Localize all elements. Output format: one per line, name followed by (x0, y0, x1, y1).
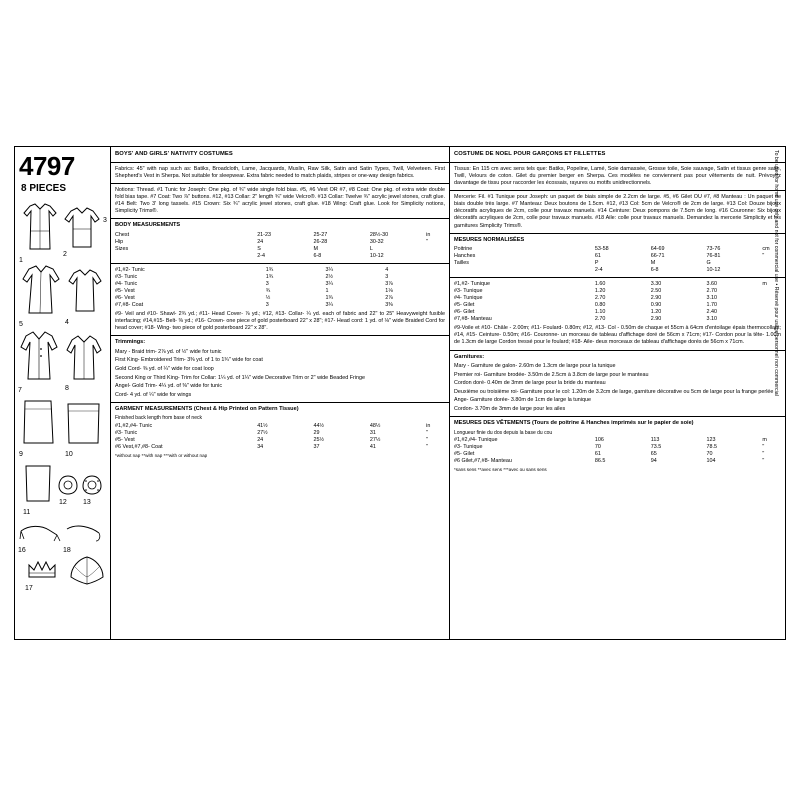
row-label: #1,#2- Tunique (454, 281, 490, 288)
english-trim-item: First King- Embroidered Trim- 3⅜ yd. of 1 to 1¾" wide for coat (115, 357, 263, 364)
cell: 3¼ (325, 280, 333, 287)
cell: 1.20 (594, 288, 606, 295)
table-row (454, 302, 781, 309)
figure-3-tunic (21, 263, 61, 319)
cell: 2½ (325, 273, 333, 280)
cell: 3.60 (706, 281, 718, 288)
cell: 30-32 (369, 238, 384, 245)
cell: 2-4 (257, 252, 265, 259)
cell: 86.5 (594, 458, 606, 465)
table-row (115, 267, 445, 274)
figure-4-tunic (67, 267, 103, 317)
table-row (115, 281, 445, 288)
english-yardage-table (115, 267, 445, 309)
row-label: #5- Vest (115, 436, 135, 443)
figure-number: 11 (23, 509, 31, 516)
english-extras: #9- Veil and #10- Shawl- 2¾ yd.; #11- Head Cover- ⅞ yd.; #12, #13- Collar- ¼ yd. each of fabric and 22" to 25" Heavyweight fusible interfacing; #14,#15- Belt- ⅜ yd.; #16- Crown- one piece of gold posterboard 22" x 28"; #17- Head cord: 1 yd. of ⅛" wide Braided Cord for head cover; #18- Wing- two piece of gold posterboard 22" x 28". (115, 310, 445, 332)
figure-15-belt (65, 519, 107, 547)
cell: 21-23 (257, 231, 271, 238)
divider (111, 402, 449, 403)
figure-number: 2 (63, 251, 67, 258)
table-row (454, 267, 781, 274)
french-trim-item: Deuxième ou troisième roi- Garniture pour le col: 1.20m de 3.2cm de large, garniture décorative ou 5cm de large pour la frange perlée (454, 388, 774, 395)
divider (450, 416, 785, 417)
cell: 70 (594, 444, 601, 451)
figure-number: 3 (103, 217, 107, 224)
table-row (454, 295, 781, 302)
cell: 2⅞ (385, 294, 393, 301)
cell: 1⅛ (385, 287, 393, 294)
cell: 0.90 (650, 302, 662, 309)
figure-1-tunic (21, 201, 59, 255)
row-label: #6- Gilet (454, 309, 475, 316)
cell: 3 (265, 280, 269, 287)
unit: m (762, 281, 767, 288)
english-fabrics: Fabrics: 45" with nap such as: Batiks, Broadcloth, Lame, Jacquards, Muslin, Raw Silk, Satin and Satin Types, Twill, Velveteen. First Shepherd's Vest in Sherpa. Not suitable for sleepwear. Extra fabric needed to match plaids, stripes or one-way design fabrics. (115, 165, 445, 179)
cell: 2.40 (706, 309, 718, 316)
cell: 65 (650, 451, 657, 458)
cell: 2-4 (594, 267, 603, 274)
figure-9-veil (21, 397, 57, 449)
unit: " (426, 436, 429, 443)
french-notions: Mercerie: Fil. #1 Tunique pour Joseph: un paquet de biais simple de 2.2cm de large. #5, #6 Gilet OU #7, #8 Manteau : Un paquet de biais double très large. #7 Manteau: Deux boutons de 1.5cm. #12, #13 Col: 5cm de Velcro® de 2cm de large. #13 Col: Douze bijoux décoratifs acryliques de 2cm, colle pour travaux manuels. #14 Ceinture: Deux pompons de 7.5cm de long. #16 Couronne: Six bijoux décoratifs acryliques de 2cm, colle pour travaux manuels. #18 Aile: colle pour travaux manuels. Demandez la mercerie Simplicity et les garnitures Simplicity Trims®. (454, 194, 781, 229)
row-label: #5- Vest (115, 287, 135, 294)
english-garment-sub: Finished back length from base of neck (115, 415, 202, 422)
divider (450, 277, 785, 278)
row-label: #4- Tunic (115, 280, 138, 287)
table-row (454, 437, 781, 444)
cell: 3⅞ (385, 280, 393, 287)
table-row (115, 239, 445, 246)
cell: 76-81 (706, 253, 721, 260)
cell: 61 (594, 253, 601, 260)
cell: 3.10 (706, 295, 718, 302)
figure-8-coat (65, 333, 103, 385)
figure-number: 17 (25, 585, 33, 592)
row-label: Hanches (454, 253, 476, 260)
cell: 24 (257, 238, 264, 245)
cell: 1.10 (594, 309, 606, 316)
cell: ¾ (265, 287, 271, 294)
cell: 27½ (369, 436, 381, 443)
table-row (115, 444, 445, 451)
cell: 73.5 (650, 444, 662, 451)
cell: 2.50 (650, 288, 662, 295)
unit: " (426, 429, 429, 436)
cell: 94 (650, 458, 657, 465)
french-extras: #9-Voile et #10- Châle - 2.00m; #11- Foulard- 0.80m; #12, #13- Col - 0.50m de chaque et 55cm à 64cm d'entoilage épais thermocollant; #14, #15- Ceinture- 0.50m; #16- Couronne- un morceau de tableau d'affichage doré de 56cm x 71cm; #17- Cordon pour la tête- 1.00m de 1.3cm de large Cordon tressé pour le foulard; #18- Aile- deux morceaux de tableau d'affichage dorés de 56cm x 71cm. (454, 325, 781, 346)
cell: 113 (650, 437, 660, 444)
cell: G (706, 260, 711, 267)
figure-number: 18 (63, 547, 71, 554)
french-title: COSTUME DE NOEL POUR GARÇONS ET FILLETTES (454, 151, 606, 157)
side-legal-text: To be used for home use only and not for commercial use • Réservé pour usage personnel non commercial (773, 150, 779, 396)
row-label: #6 Gilet,#7,#8- Manteau (454, 458, 512, 465)
row-label: #6 Vest,#7,#8- Coat (115, 443, 163, 450)
unit: cm (762, 246, 770, 253)
cell: 1.20 (650, 309, 662, 316)
cell: 25½ (313, 436, 325, 443)
illustration-column (15, 147, 111, 639)
cell: 24 (257, 436, 264, 443)
divider (111, 218, 449, 219)
english-title: BOYS' AND GIRLS' NATIVITY COSTUMES (115, 151, 233, 157)
table-row (454, 451, 781, 458)
cell: 31 (369, 429, 376, 436)
unit: m (762, 437, 767, 444)
unit: " (762, 444, 765, 451)
table-row (454, 246, 781, 253)
cell: 27½ (257, 429, 268, 436)
row-label: #3- Tunic (115, 429, 138, 436)
table-row (115, 274, 445, 281)
cell: 37 (313, 443, 320, 450)
cell: 41 (369, 443, 376, 450)
unit: " (762, 458, 765, 465)
table-row (454, 253, 781, 260)
cell: 2.90 (650, 295, 662, 302)
row-label: Hip (115, 238, 124, 245)
row-label: Poitrine (454, 246, 473, 253)
divider (450, 233, 785, 234)
cell: 3 (385, 273, 389, 280)
table-row (115, 302, 445, 309)
cell: P (594, 260, 599, 267)
figure-number: 13 (83, 499, 91, 506)
divider (111, 162, 449, 163)
figure-13-collar (81, 473, 103, 497)
figure-7-coat (19, 329, 59, 385)
row-label: #1,#2- Tunic (115, 266, 145, 273)
french-fabrics: Tissus: En 115 cm avec sens tels que: Batiks, Popeline, Lamé, Soie damassée, Grosse toile, Soie sauvage, Satin et tissus genre satin, Twill, Velours de coton. Gilet du premier berger en Sherpa. Ces modèles ne conviennent pas pour vêtements de nuit. Prévoyez davantage de tissu pour raccorder les écossais, rayures ou motifs unidirectionnels. (454, 165, 781, 186)
unit: " (426, 238, 429, 245)
row-label: #1,#2,#4- Tunic (115, 422, 153, 429)
cell: 28½-30 (369, 231, 389, 238)
cell: 73-76 (706, 246, 721, 253)
unit: " (426, 443, 429, 450)
english-garment-table (115, 423, 445, 451)
row-label: Tailles (454, 260, 469, 267)
divider (111, 335, 449, 336)
row-label: Sizes (115, 245, 129, 252)
figure-2-tunic (63, 205, 101, 253)
figure-number: 4 (65, 319, 69, 326)
cell: 3.30 (650, 281, 662, 288)
french-trim-item: Mary - Garniture de galon- 2.60m de 1.3cm de large pour la tunique (454, 362, 616, 369)
cell: 66-71 (650, 253, 665, 260)
cell: 104 (706, 458, 716, 465)
french-trim-item: Cordon- 3.70m de 3mm de large pour les ailes (454, 406, 566, 413)
cell: 0.80 (594, 302, 606, 309)
table-row (454, 458, 781, 465)
cell: 41½ (257, 422, 268, 429)
row-label: #7,#8- Manteau (454, 316, 492, 323)
figure-number: 1 (19, 257, 23, 264)
table-row (454, 260, 781, 267)
english-trim-item: Mary - Braid trim- 2⅞ yd. of ½" wide for tunic (115, 348, 222, 355)
table-row (115, 430, 445, 437)
figure-illustrations (15, 201, 110, 639)
english-body-measurements-table (115, 232, 445, 260)
figure-number: 8 (65, 385, 69, 392)
french-garment-table (454, 437, 781, 465)
divider (450, 190, 785, 191)
cell: 4 (385, 266, 389, 273)
row-label: #6- Vest (115, 294, 135, 301)
english-trimmings-head: Trimmings: (115, 339, 146, 346)
cell: 3⅜ (385, 301, 393, 308)
cell: 106 (594, 437, 604, 444)
french-body-measurements-head: MESURES NORMALISÉES (454, 236, 525, 243)
french-trim-item: Ange- Garniture dorée- 3.80m de 1cm de large la tunique (454, 397, 591, 404)
unit: " (762, 451, 765, 458)
table-row (454, 309, 781, 316)
figure-10-shawl (65, 401, 103, 449)
unit: " (762, 253, 765, 260)
cell: S (257, 245, 261, 252)
figure-12-collar (57, 473, 79, 497)
french-garment-measurements-head: MESURES DES VÊTEMENTS (Tours de poitrine & Hanches imprimés sur le papier de soie) (454, 420, 694, 427)
figure-number: 7 (18, 387, 22, 394)
cell: 70 (706, 451, 713, 458)
cell: 123 (706, 437, 716, 444)
cell: 3¼ (325, 301, 333, 308)
english-trim-item: Cord- 4 yd. of ¼" wide for wings (115, 391, 192, 398)
piece-count: 8 PIECES (21, 183, 67, 194)
divider (111, 183, 449, 184)
divider (450, 162, 785, 163)
french-yardage-table (454, 281, 781, 323)
english-trim-item: Gold Cord- ⅜ yd. of ¼" wide for coat loop (115, 365, 214, 372)
french-body-measurements-table (454, 246, 781, 274)
cell: 1¾ (265, 273, 274, 280)
french-trim-item: Premier roi- Garniture brodée- 3.50m de 2.5cm à 3.8cm de large pour le manteau (454, 371, 649, 378)
cell: 1.70 (706, 302, 718, 309)
figure-number: 10 (65, 451, 73, 458)
row-label: #3- Tunique (454, 288, 483, 295)
figure-number: 12 (59, 499, 67, 506)
cell: 61 (594, 451, 601, 458)
cell: 48½ (369, 422, 381, 429)
table-row (115, 423, 445, 430)
french-column (450, 147, 785, 639)
cell: 3¼ (325, 266, 333, 273)
cell: 3 (265, 301, 269, 308)
cell: 64-69 (650, 246, 665, 253)
table-row (454, 288, 781, 295)
cell: 2.70 (594, 316, 606, 323)
cell: 29 (313, 429, 320, 436)
cell: M (650, 260, 656, 267)
cell: 2.90 (650, 316, 662, 323)
cell: 2.70 (594, 295, 606, 302)
figure-16-crown (25, 557, 59, 583)
cell: 78.5 (706, 444, 718, 451)
cell: 1.60 (594, 281, 606, 288)
figure-number: 5 (19, 321, 23, 328)
figure-14-belt (19, 519, 63, 547)
cell: 1¾ (265, 266, 274, 273)
row-label: #5- Gilet (454, 302, 475, 309)
french-footnote: *sans sens **avec sens ***avec ou sans sens (454, 467, 547, 473)
cell: 6-8 (650, 267, 659, 274)
cell: 1 (325, 287, 329, 294)
french-garment-sub: Longueur finie du dos depuis la base du cou (454, 429, 553, 436)
divider (111, 263, 449, 264)
cell: L (369, 245, 373, 252)
row-label: #4- Tunique (454, 295, 483, 302)
table-row (454, 444, 781, 451)
cell: 26-28 (313, 238, 328, 245)
english-body-measurements-head: BODY MEASUREMENTS (115, 222, 181, 229)
cell: 44½ (313, 422, 325, 429)
table-row (115, 437, 445, 444)
cell: 2.70 (706, 288, 718, 295)
table-row (115, 232, 445, 239)
cell: 25-27 (313, 231, 328, 238)
cell: 10-12 (369, 252, 384, 259)
cell: 53-58 (594, 246, 609, 253)
row-label: #3- Tunic (115, 273, 138, 280)
table-row (115, 288, 445, 295)
english-garment-measurements-head: GARMENT MEASUREMENTS (Chest & Hip Printed on Pattern Tissue) (115, 405, 299, 412)
table-row (115, 295, 445, 302)
table-row (454, 316, 781, 323)
english-footnote: *without nap **with nap ***with or without nap (115, 452, 208, 458)
unit: in (426, 231, 431, 238)
divider (450, 350, 785, 351)
row-label: Chest (115, 231, 130, 238)
pattern-number: 4797 (19, 151, 75, 181)
cell: 34 (257, 443, 264, 450)
table-row (115, 246, 445, 253)
cell: ½ (265, 294, 271, 301)
row-label: #3- Tunique (454, 444, 483, 451)
info-sheet (14, 146, 786, 640)
row-label: #7,#8- Coat (115, 301, 144, 308)
cell: 6-8 (313, 252, 322, 259)
unit: in (426, 422, 431, 429)
table-row (115, 253, 445, 260)
english-notions: Notions: Thread. #1 Tunic for Joseph: One pkg. of ¾" wide single fold bias. #5, #6 Vest OR #7, #8 Coat: One pkg. of extra wide double fold bias tape. #7 Coat: Two ⅞" buttons. #12, #13 Collar: 2" length ¾" wide Velcro®. #13 Collar: Twelve ¾" acrylic jewel stones, craft glue. #14 Belt: Two 3' long tassels. #15 Crown: Six ¾" acrylic jewel stones, craft glue. #18 Wing: Craft glue. Look for Simplicity notions, Simplicity Trims®. (115, 186, 445, 215)
cell: 1¾ (325, 294, 333, 301)
english-trim-item: Second King or Third King- Trim for Collar: 1¼ yd. of 1¼" wide Decorative Trim or 2" wide Beaded Fringe (115, 374, 366, 381)
cell: M (313, 245, 319, 252)
row-label: #5- Gilet (454, 451, 475, 458)
row-label: #1,#2,#4- Tunique (454, 437, 498, 444)
english-column (111, 147, 450, 639)
figure-number: 9 (19, 451, 23, 458)
english-trim-item: Angel- Gold Trim- 4¼ yd. of ⅜" wide for tunic (115, 383, 223, 390)
cell: 10-12 (706, 267, 721, 274)
cell: 3.10 (706, 316, 718, 323)
figure-18-wing (67, 553, 107, 589)
figure-11-head-cover (23, 463, 53, 507)
figure-number: 16 (18, 547, 26, 554)
french-trimmings-head: Garnitures: (454, 353, 485, 360)
table-row (454, 281, 781, 288)
french-trim-item: Cordon doré- 0.40m de 3mm de large pour la bride du manteau (454, 380, 606, 387)
